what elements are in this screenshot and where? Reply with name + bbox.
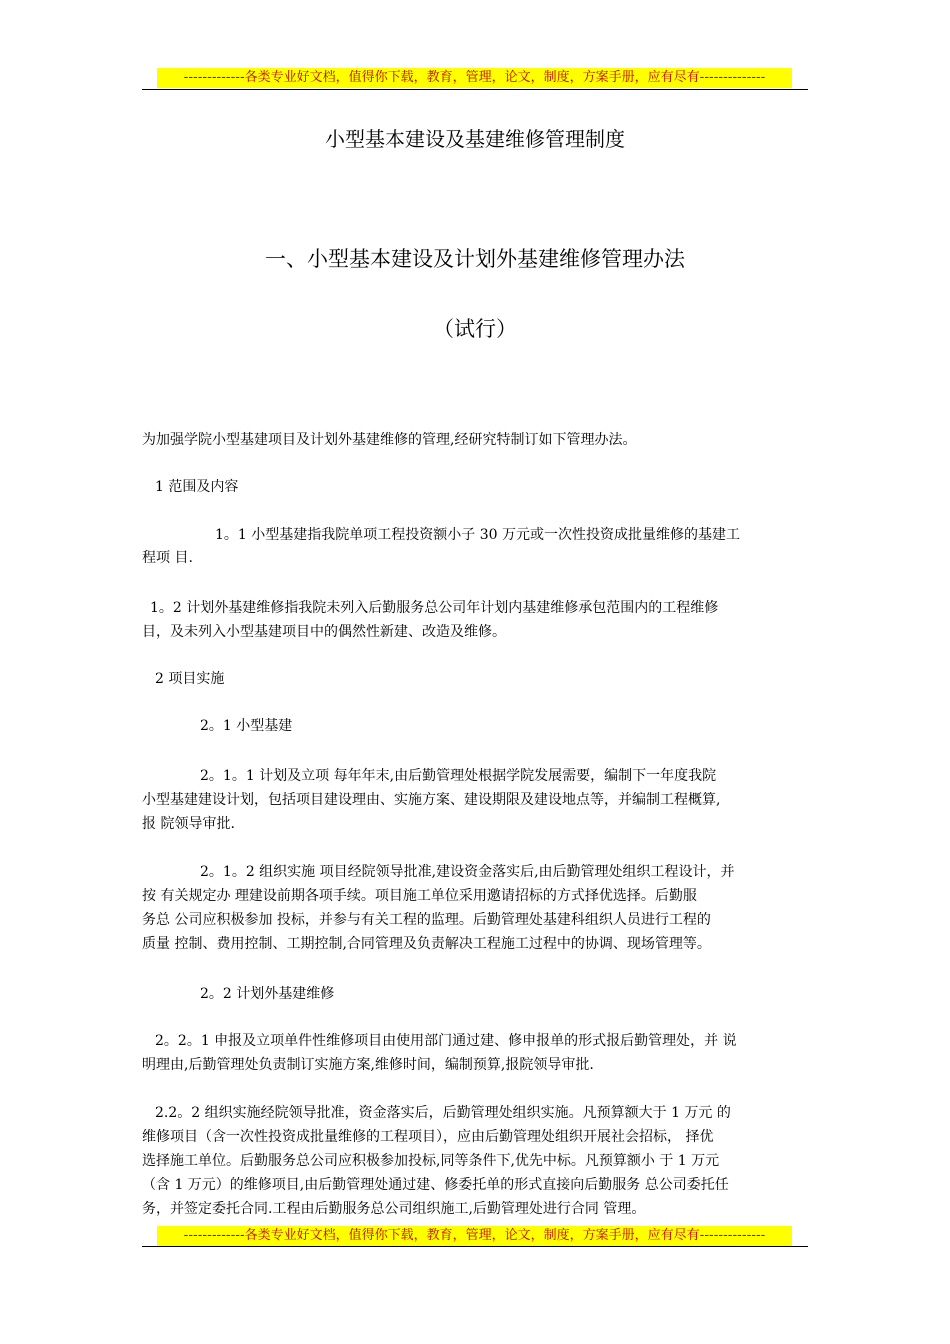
clause-2-1-1-line-1: 2。1。1 计划及立项 每年年末,由后勤管理处根据学院发展需要，编制下一年度我院	[200, 768, 717, 784]
clause-2-2-1-line-2: 明理由,后勤管理处负责制订实施方案,维修时间，编制预算,报院领导审批.	[142, 1057, 594, 1073]
clause-2-2-2-line-1: 2.2。2 组织实施经院领导批准，资金落实后，后勤管理处组织实施。凡预算额大于 1 万元 的	[155, 1105, 731, 1121]
trial-label: （试行）	[433, 317, 517, 341]
clause-1-2-line-2: 目，及未列入小型基建项目中的偶然性新建、改造及维修。	[142, 624, 506, 640]
footer-rule	[142, 1246, 808, 1247]
clause-2-1-2-line-4: 质量 控制、费用控制、工期控制,合同管理及负责解决工程施工过程中的协调、现场管理等。	[142, 936, 711, 952]
clause-2-1-1-line-3: 报 院领导审批.	[142, 816, 235, 832]
footer-banner: -------------各类专业好文档，值得你下载，教育，管理，论文，制度，方案手册，应有尽有--------------	[157, 1226, 792, 1246]
clause-2-2-2-line-5: 务，并签定委托合同.工程由后勤服务总公司组织施工,后勤管理处进行合同 管理。	[142, 1201, 646, 1217]
clause-2-2-1-line-1: 2。2。1 申报及立项单件性维修项目由使用部门通过建、修申报单的形式报后勤管理处，并 说	[155, 1033, 737, 1049]
heading-2: 2 项目实施	[155, 671, 225, 687]
clause-2-1-1-line-2: 小型基建建设计划，包括项目建设理由、实施方案、建设期限及建设地点等，并编制工程概算,	[142, 792, 721, 808]
clause-2-1-2-line-2: 按 有关规定办 理建设前期各项手续。项目施工单位采用邀请招标的方式择优选择。后勤服	[142, 888, 697, 904]
heading-2-2: 2。2 计划外基建维修	[200, 986, 335, 1002]
section-title: 一、小型基本建设及计划外基建维修管理办法	[265, 247, 685, 271]
heading-2-1: 2。1 小型基建	[200, 718, 293, 734]
clause-2-2-2-line-4: （含 1 万元）的维修项目,由后勤管理处通过建、修委托单的形式直接向后勤服务 总公司委托任	[142, 1177, 729, 1193]
clause-2-2-2-line-3: 选择施工单位。后勤服务总公司应积极参加投标,同等条件下,优先中标。凡预算额小 于 1 万元	[142, 1153, 720, 1169]
header-rule	[142, 89, 808, 90]
intro-paragraph: 为加强学院小型基建项目及计划外基建维修的管理,经研究特制订如下管理办法。	[142, 432, 637, 448]
clause-1-2-line-1: 1。2 计划外基建维修指我院未列入后勤服务总公司年计划内基建维修承包范围内的工程维修	[150, 600, 719, 616]
clause-2-2-2-line-2: 维修项目（含一次性投资成批量维修的工程项目），应由后勤管理处组织开展社会招标， 择优	[142, 1129, 714, 1145]
clause-1-1-line-2: 程项 目.	[142, 550, 193, 566]
header-banner: -------------各类专业好文档，值得你下载，教育，管理，论文，制度，方案手册，应有尽有--------------	[157, 68, 792, 88]
clause-2-1-2-line-3: 务总 公司应积极参加 投标，并参与有关工程的监理。后勤管理处基建科组织人员进行工程的	[142, 912, 711, 928]
clause-2-1-2-line-1: 2。1。2 组织实施 项目经院领导批准,建设资金落实后,由后勤管理处组织工程设计，并	[200, 864, 735, 880]
document-title: 小型基本建设及基建维修管理制度	[325, 127, 625, 151]
heading-1: 1 范围及内容	[155, 479, 239, 495]
clause-1-1-line-1: 1。1 小型基建指我院单项工程投资额小子 30 万元或一次性投资成批量维修的基建工	[215, 527, 740, 543]
